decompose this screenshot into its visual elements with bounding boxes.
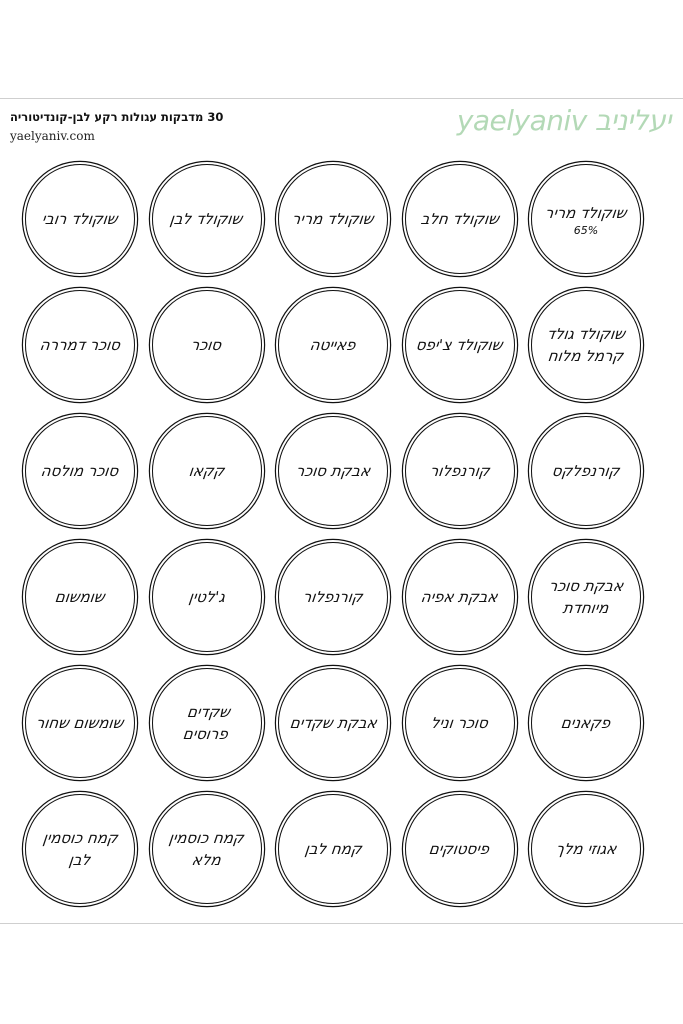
sticker-label: מיוחדת <box>562 599 611 617</box>
sticker-label: אגוזי מלך <box>554 840 618 858</box>
sticker-label: מלא <box>190 851 223 869</box>
round-sticker <box>278 668 388 778</box>
round-sticker <box>25 668 135 778</box>
sticker-label: שומשום שחור <box>35 714 125 732</box>
sticker-label: סוכר <box>190 336 223 354</box>
sticker-label: קרמל מלוח <box>547 347 625 365</box>
round-sticker <box>278 794 388 904</box>
brand-logo <box>457 104 671 137</box>
sticker-label: סוכר מולסה <box>40 462 120 480</box>
round-sticker <box>25 164 135 274</box>
sticker-label: קמח לבן <box>303 840 363 858</box>
sticker-label: שוקולד לבן <box>169 210 244 228</box>
round-sticker <box>25 794 135 904</box>
round-sticker <box>405 542 515 652</box>
sticker-label: קמח כוסמין <box>41 829 119 847</box>
round-sticker <box>531 416 641 526</box>
round-sticker <box>531 164 641 274</box>
sticker-label: שוקולד מריר <box>291 210 375 228</box>
sticker-label: קקאו <box>187 462 226 480</box>
sticker-label: אבקת סוכר <box>294 462 372 480</box>
sticker-sublabel: 65% <box>573 223 599 237</box>
round-sticker <box>152 668 262 778</box>
round-sticker <box>405 290 515 400</box>
sheet-title: 30 מדבקות עגולות רקע לבן-קונדיטוריה <box>10 110 224 124</box>
round-sticker <box>152 542 262 652</box>
round-sticker <box>278 164 388 274</box>
sticker-label: פאייטה <box>308 336 358 354</box>
logo-latin-text: yaelyaniv <box>456 104 587 137</box>
round-sticker <box>405 164 515 274</box>
sticker-label: סוכר וניל <box>429 714 490 732</box>
sticker-label: אבקת אפיה <box>419 588 500 606</box>
sticker-label: קמח כוסמין <box>167 829 246 847</box>
sticker-label: אבקת שקדים <box>288 714 378 732</box>
round-sticker <box>531 668 641 778</box>
sticker-grid <box>19 162 643 906</box>
website-url[interactable]: yaelyaniv.com <box>10 129 95 143</box>
sticker-label: קורנפלור <box>428 462 491 480</box>
round-sticker <box>405 416 515 526</box>
sticker-label: קורנפלור <box>301 588 365 606</box>
sticker-label: ג'לטין <box>187 588 226 606</box>
round-sticker <box>405 794 515 904</box>
sticker-label: שוקולד צ'יפס <box>415 336 504 354</box>
round-sticker <box>25 542 135 652</box>
round-sticker <box>531 794 641 904</box>
sticker-label: פיסטוקים <box>428 840 491 858</box>
sticker-label: סוכר דמררה <box>38 336 122 354</box>
sticker-label: שקדים פרוסים <box>181 703 231 743</box>
round-sticker <box>278 542 388 652</box>
sticker-label: שוקולד מריר <box>544 203 628 222</box>
sticker-label: אבקת סוכר <box>547 577 625 595</box>
sticker-label: לבן <box>68 851 92 869</box>
sticker-label: שוקולד חלב <box>419 210 500 228</box>
round-sticker <box>531 542 641 652</box>
round-sticker <box>531 290 641 400</box>
sticker-label: פקאנים <box>560 714 612 732</box>
round-sticker <box>152 290 262 400</box>
round-sticker <box>278 416 388 526</box>
sticker-label: שומשום <box>53 588 107 606</box>
round-sticker <box>152 416 262 526</box>
round-sticker <box>278 290 388 400</box>
sticker-label: שוקולד רובי <box>40 210 120 228</box>
logo-hebrew-text: יעליניב <box>594 104 671 137</box>
round-sticker <box>152 164 262 274</box>
round-sticker <box>25 290 135 400</box>
sticker-label: קורנפלקס <box>551 462 622 480</box>
round-sticker <box>405 668 515 778</box>
sticker-label: שוקולד גולד <box>545 325 627 343</box>
round-sticker <box>152 794 262 904</box>
round-sticker <box>25 416 135 526</box>
